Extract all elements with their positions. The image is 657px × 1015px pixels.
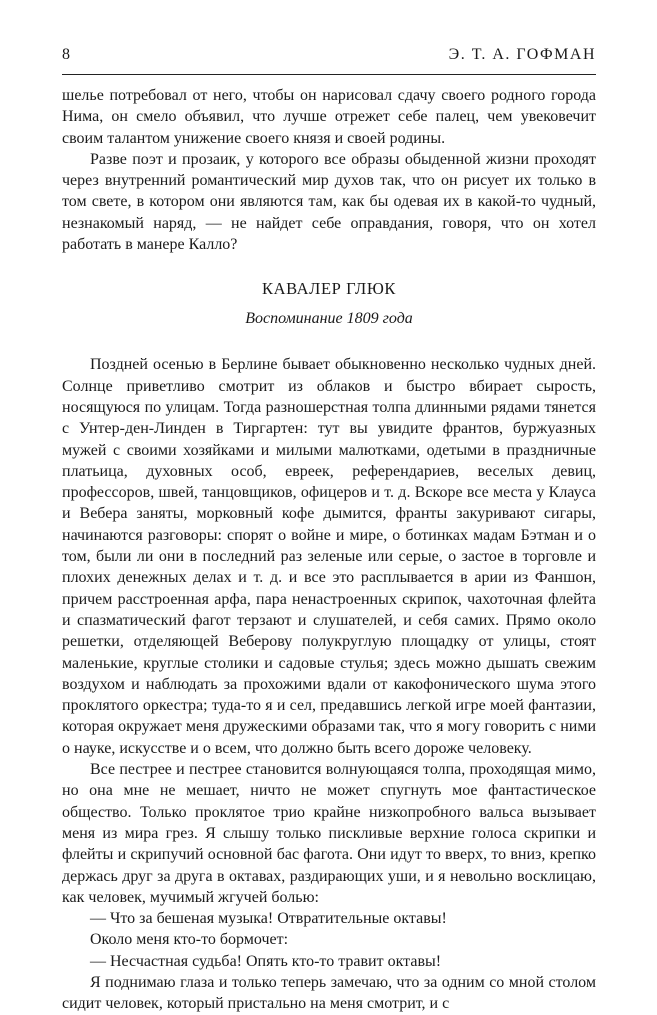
header-rule <box>62 74 596 75</box>
page-number: 8 <box>62 46 70 63</box>
body-text <box>62 85 596 1015</box>
dialog-line: — Что за бешеная музыка! Отвратительные октавы! <box>90 910 447 928</box>
book-page <box>62 42 596 1013</box>
dialog-line: — Несчастная судьба! Опять кто-то травит октавы! <box>90 952 442 970</box>
chapter-subtitle: Воспоминание 1809 года <box>245 310 413 328</box>
paragraph-intro: Разве поэт и прозаик, у которого все образы обыденной жизни проходят через внутренний романтический мир духов так, что он рисует их только в том свете, в котором они являются там, как бы одевая их в какой-то чудный, незнакомый наряд, — не найдет себе оправдания, говоря, что он хотел работать в манере Калло? <box>62 150 596 254</box>
paragraph: Все пестрее и пестрее становится волнующаяся толпа, проходящая мимо, но она мне не мешает, ничто не может спугнуть мое фантастическое общество. Только проклятое трио крайне низкопробного вальса вызывает меня из мира грез. Я слышу только пискливые верхние голоса скрипки и флейты и скрипучий основной бас фагота. Они идут то вверх, то вниз, крепко держась друг за друга в октавах, раздирающих уши, и я невольно восклицаю, как человек, мучимый жгучей болью: <box>62 761 596 906</box>
dialog-line: Около меня кто-то бормочет: <box>90 931 289 949</box>
paragraph: Я поднимаю глаза и только теперь замечаю, что за одним со мной столом сидит человек, который пристально на меня смотрит, и с <box>62 973 596 1013</box>
chapter-title: КАВАЛЕР ГЛЮК <box>261 279 397 299</box>
paragraph: Поздней осенью в Берлине бывает обыкновенно несколько чудных дней. Солнце приветливо смотрит из облаков и быстро вбирает сырость, носящуюся по улицам. Тогда разношерстная толпа длинными рядами тянется с Унтер-ден-Линден в Тиргартен: тут вы увидите франтов, буржуазных мужей с своими хозяйками и милыми малютками, одетыми в праздничные платьица, духовных особ, евреек, референдариев, веселых девиц, профессоров, швей, танцовщиков, офицеров и т. д. Вскоре все места у Клауса и Вебера заняты, морковный кофе дымится, франты закуривают сигары, начинаются разговоры: спорят о войне и мире, о ботинках мадам Бэтман и о том, были ли они в последний раз зеленые или серые, о застое в торговле и плохих денежных делах и т. д. и все это расплывается в арии из Фаншон, причем расстроенная арфа, пара ненастроенных скрипок, чахоточная флейта и спазматический фагот терзают и слушателей, и себя самих. Прямо около решетки, отделяющей Веберову полукруглую площадку от улицы, стоят маленькие, круглые столики и садовые стулья; здесь можно дышать свежим воздухом и наблюдать за прохожими вдали от какофонического шума этого проклятого оркестра; туда-то я и сел, предавшись легкой игре моей фантазии, которая окружает меня дружескими образами так, что я могу говорить с ними о науке, искусстве и о всем, что должно быть всего дороже человеку. <box>62 356 596 757</box>
running-head-author: Э. Т. А. ГОФМАН <box>448 46 596 63</box>
paragraph-intro-continuation: шельe потребовал от него, чтобы он нарисовал сдачу своего родного города Нима, он смело объявил, что лучше отрежет себе палец, чем увековечит своим талантом унижение своего князя и своей родины. <box>62 87 596 147</box>
running-head <box>62 42 596 68</box>
